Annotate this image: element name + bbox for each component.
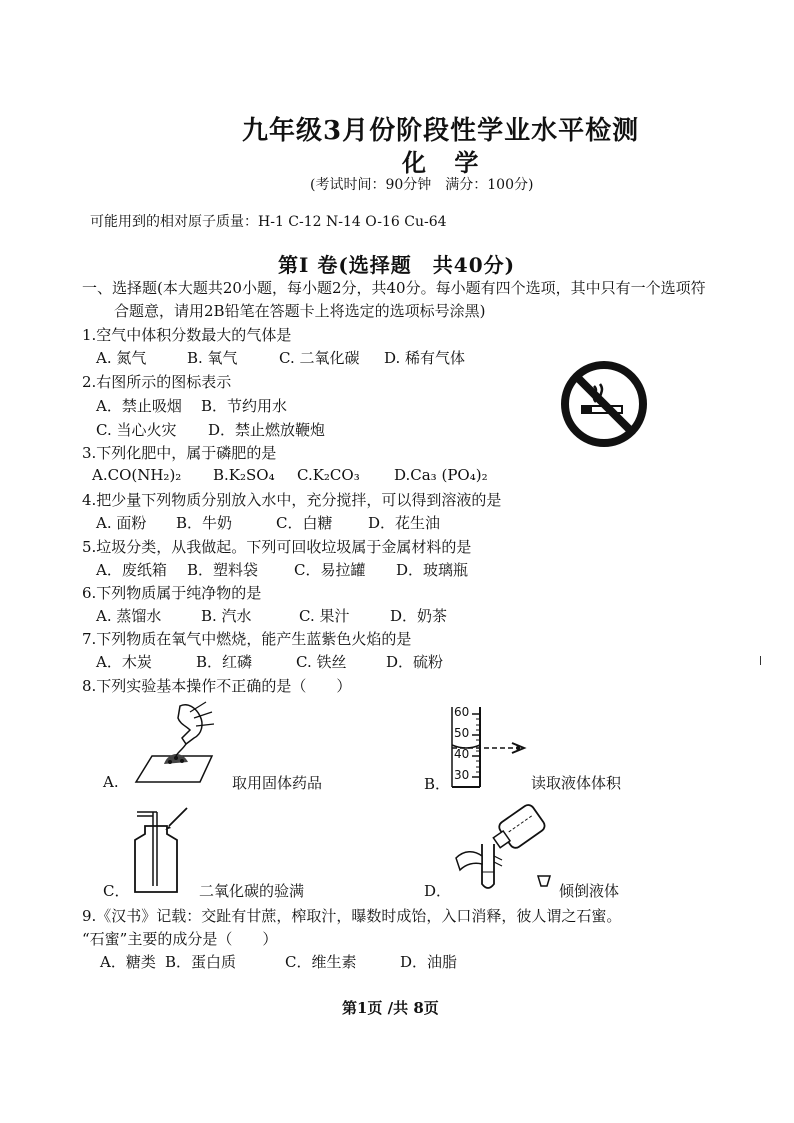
pouring-liquid-icon: [452, 800, 562, 896]
figure-c-letter: C．: [103, 882, 130, 900]
question-stem: 5.垃圾分类，从我做起。下列可回收垃圾属于金属材料的是: [82, 538, 472, 556]
tick-label: 50: [454, 726, 470, 740]
option-c: C.K₂CO₃: [297, 466, 360, 484]
question-stem: 3.下列化肥中，属于磷肥的是: [82, 444, 277, 462]
option-b: B．牛奶: [176, 514, 233, 532]
option-b: B．红磷: [196, 653, 253, 671]
option-d: D．硫粉: [386, 653, 444, 671]
option-b: B．节约用水: [201, 397, 288, 415]
option-d: D．花生油: [368, 514, 441, 532]
section-instructions: 一、选择题(本大题共20小题，每小题2分，共40分。每小题有四个选项，其中只有一个选项符: [82, 279, 706, 297]
section-instructions-cont: 合题意，请用2B铅笔在答题卡上将选定的选项标号涂黑): [114, 302, 486, 320]
option-b: B. 氧气: [187, 349, 238, 367]
option-d: D.Ca₃ (PO₄)₂: [394, 466, 488, 484]
option-d: D. 稀有气体: [384, 349, 466, 367]
figure-a-letter: A.: [103, 773, 119, 791]
option-c: C．白糖: [276, 514, 333, 532]
exam-info: (考试时间：90分钟 满分：100分): [310, 177, 534, 193]
option-d: D．禁止燃放鞭炮: [208, 421, 326, 439]
figure-d-letter: D．: [424, 882, 452, 900]
tick-label: 60: [454, 705, 470, 719]
no-smoking-sign-icon: [560, 360, 648, 452]
option-b: B．蛋白质: [165, 953, 237, 971]
option-c: C. 当心火灾: [96, 421, 177, 439]
option-a: A．糖类: [100, 953, 156, 971]
option-a: A．禁止吸烟: [96, 397, 182, 415]
subject-title: 化 学: [402, 148, 489, 177]
option-b: B.K₂SO₄: [213, 466, 275, 484]
option-d: D．玻璃瓶: [396, 561, 469, 579]
figure-a-caption: 取用固体药品: [232, 774, 323, 792]
option-a: A. 蒸馏水: [96, 607, 162, 625]
question-stem: 6.下列物质属于纯净物的是: [82, 584, 262, 602]
page-title: 九年级3月份阶段性学业水平检测: [242, 116, 640, 146]
option-d: D．奶茶: [390, 607, 448, 625]
question-stem: 1.空气中体积分数最大的气体是: [82, 326, 292, 344]
tick-label: 40: [454, 747, 470, 761]
section-title: 第Ⅰ 卷(选择题 共40分): [278, 253, 516, 277]
option-c: C. 二氧化碳: [279, 349, 360, 367]
question-stem: 2.右图所示的图标表示: [82, 373, 232, 391]
option-c: C．维生素: [285, 953, 357, 971]
figure-b-caption: 读取液体体积: [531, 774, 622, 792]
tick-label: 30: [454, 768, 470, 782]
option-b: B. 汽水: [201, 607, 252, 625]
page-number: 第1页 /共 8页: [342, 999, 439, 1017]
option-a: A.CO(NH₂)₂: [92, 466, 182, 484]
option-a: A．木炭: [96, 653, 152, 671]
option-c: C．易拉罐: [294, 561, 366, 579]
figure-d-caption: 倾倒液体: [559, 882, 620, 900]
question-stem: 9.《汉书》记载：交趾有甘蔗，榨取汁，曝数时成饴，入口消释，彼人谓之石蜜。: [82, 907, 622, 925]
option-a: A. 面粉: [96, 514, 147, 532]
question-stem: 8.下列实验基本操作不正确的是（ ）: [82, 677, 352, 695]
question-stem-cont: “石蜜”主要的成分是（ ）: [82, 930, 278, 948]
margin-mark: [760, 656, 761, 665]
option-c: C. 果汁: [299, 607, 350, 625]
gas-bottle-icon: [125, 806, 195, 900]
option-b: B．塑料袋: [187, 561, 259, 579]
hand-taking-solid-icon: [130, 698, 230, 788]
figure-b-letter: B．: [424, 775, 451, 793]
option-a: A．废纸箱: [96, 561, 167, 579]
question-stem: 7.下列物质在氧气中燃烧，能产生蓝紫色火焰的是: [82, 630, 412, 648]
option-a: A. 氮气: [96, 349, 147, 367]
question-stem: 4.把少量下列物质分别放入水中，充分搅拌，可以得到溶液的是: [82, 491, 502, 509]
option-c: C. 铁丝: [296, 653, 347, 671]
option-d: D．油脂: [400, 953, 458, 971]
figure-c-caption: 二氧化碳的验满: [199, 882, 305, 900]
atomic-masses: 可能用到的相对原子质量：H-1 C-12 N-14 O-16 Cu-64: [90, 214, 447, 230]
